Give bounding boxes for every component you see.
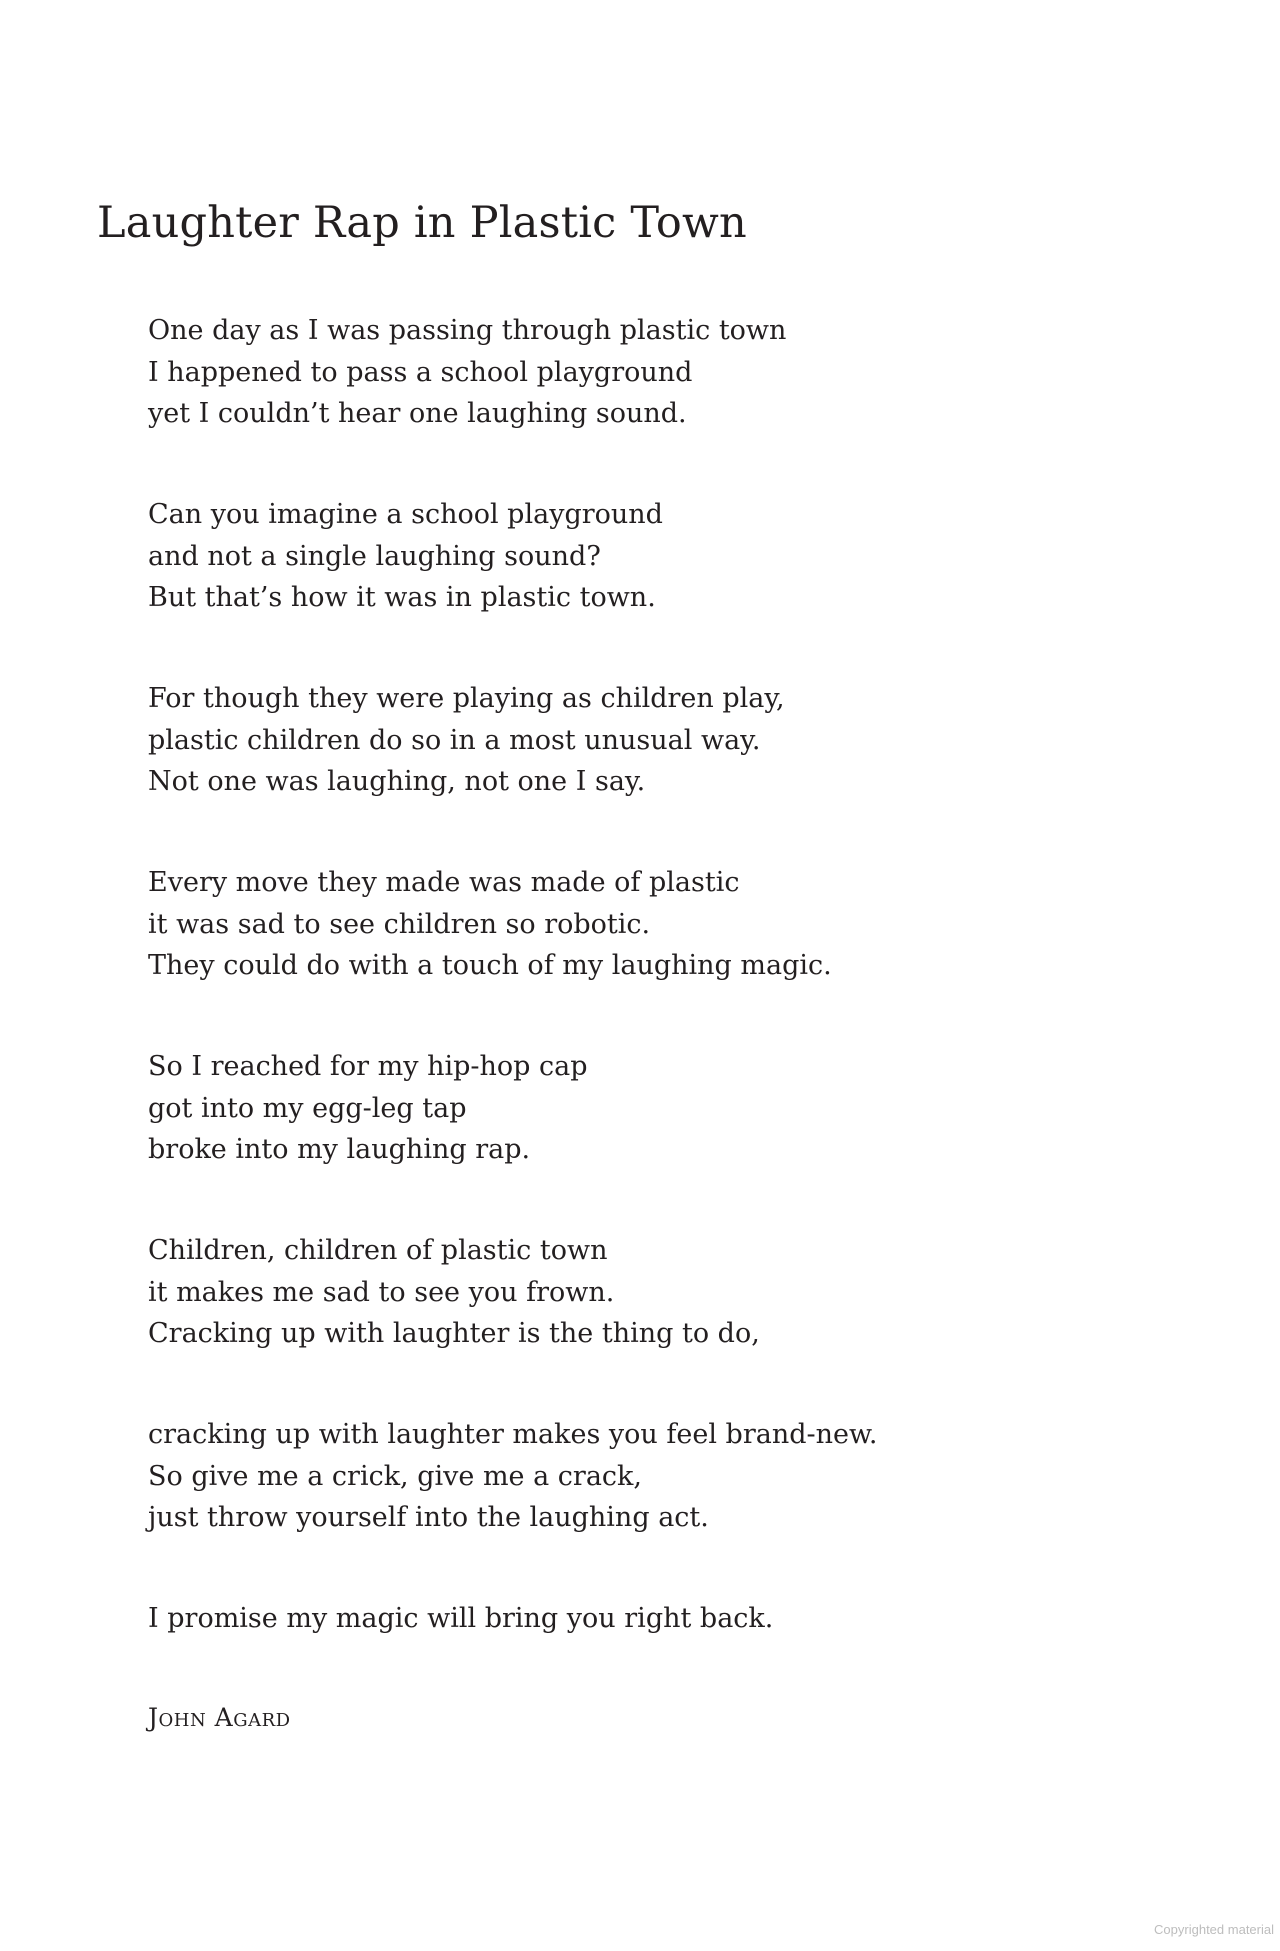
poem-line: Not one was laughing, not one I say. — [148, 766, 646, 797]
poem-line: Can you imagine a school playground — [148, 499, 663, 530]
poem-line: just throw yourself into the laughing act. — [148, 1502, 709, 1533]
stanza-5 — [148, 1046, 1148, 1230]
poem-line: Cracking up with laughter is the thing to do, — [148, 1318, 760, 1349]
poem-line: it makes me sad to see you frown. — [148, 1276, 615, 1308]
poem-line: So I reached for my hip-hop cap — [148, 1051, 588, 1082]
poem-body — [148, 310, 1148, 1782]
poem-line: For though they were playing as children play, — [148, 683, 785, 714]
stanza-3 — [148, 678, 1148, 862]
poem-line: and not a single laughing sound? — [148, 540, 601, 572]
poem-line: got into my egg-leg tap — [148, 1092, 467, 1124]
stanza-1 — [148, 310, 1148, 494]
poem-line: I promise my magic will bring you right back. — [148, 1603, 774, 1634]
stanza-2 — [148, 494, 1148, 678]
poem-line: Children, children of plastic town — [148, 1235, 608, 1266]
poem-line: yet I couldn’t hear one laughing sound. — [148, 398, 687, 429]
poem-line: Every move they made was made of plastic — [148, 867, 740, 898]
poem-line: But that’s how it was in plastic town. — [148, 582, 656, 613]
poem-line: plastic children do so in a most unusual way. — [148, 724, 761, 756]
poem-line: I happened to pass a school playground — [148, 356, 693, 388]
poem-line: cracking up with laughter makes you feel brand-new. — [148, 1419, 878, 1450]
poem-line: broke into my laughing rap. — [148, 1134, 531, 1165]
copyright-notice: Copyrighted material — [1154, 1922, 1274, 1937]
poem-title: Laughter Rap in Plastic Town — [97, 198, 747, 248]
stanza-6 — [148, 1230, 1148, 1414]
poem-line: it was sad to see children so robotic. — [148, 908, 651, 940]
stanza-7 — [148, 1414, 1148, 1598]
poem-line: One day as I was passing through plastic town — [148, 315, 787, 346]
stanza-4 — [148, 862, 1148, 1046]
poem-line: So give me a crick, give me a crack, — [148, 1460, 642, 1492]
poem-line: They could do with a touch of my laughing magic. — [148, 950, 832, 981]
poem-author: John Agard — [148, 1703, 291, 1732]
stanza-8 — [148, 1598, 1148, 1782]
